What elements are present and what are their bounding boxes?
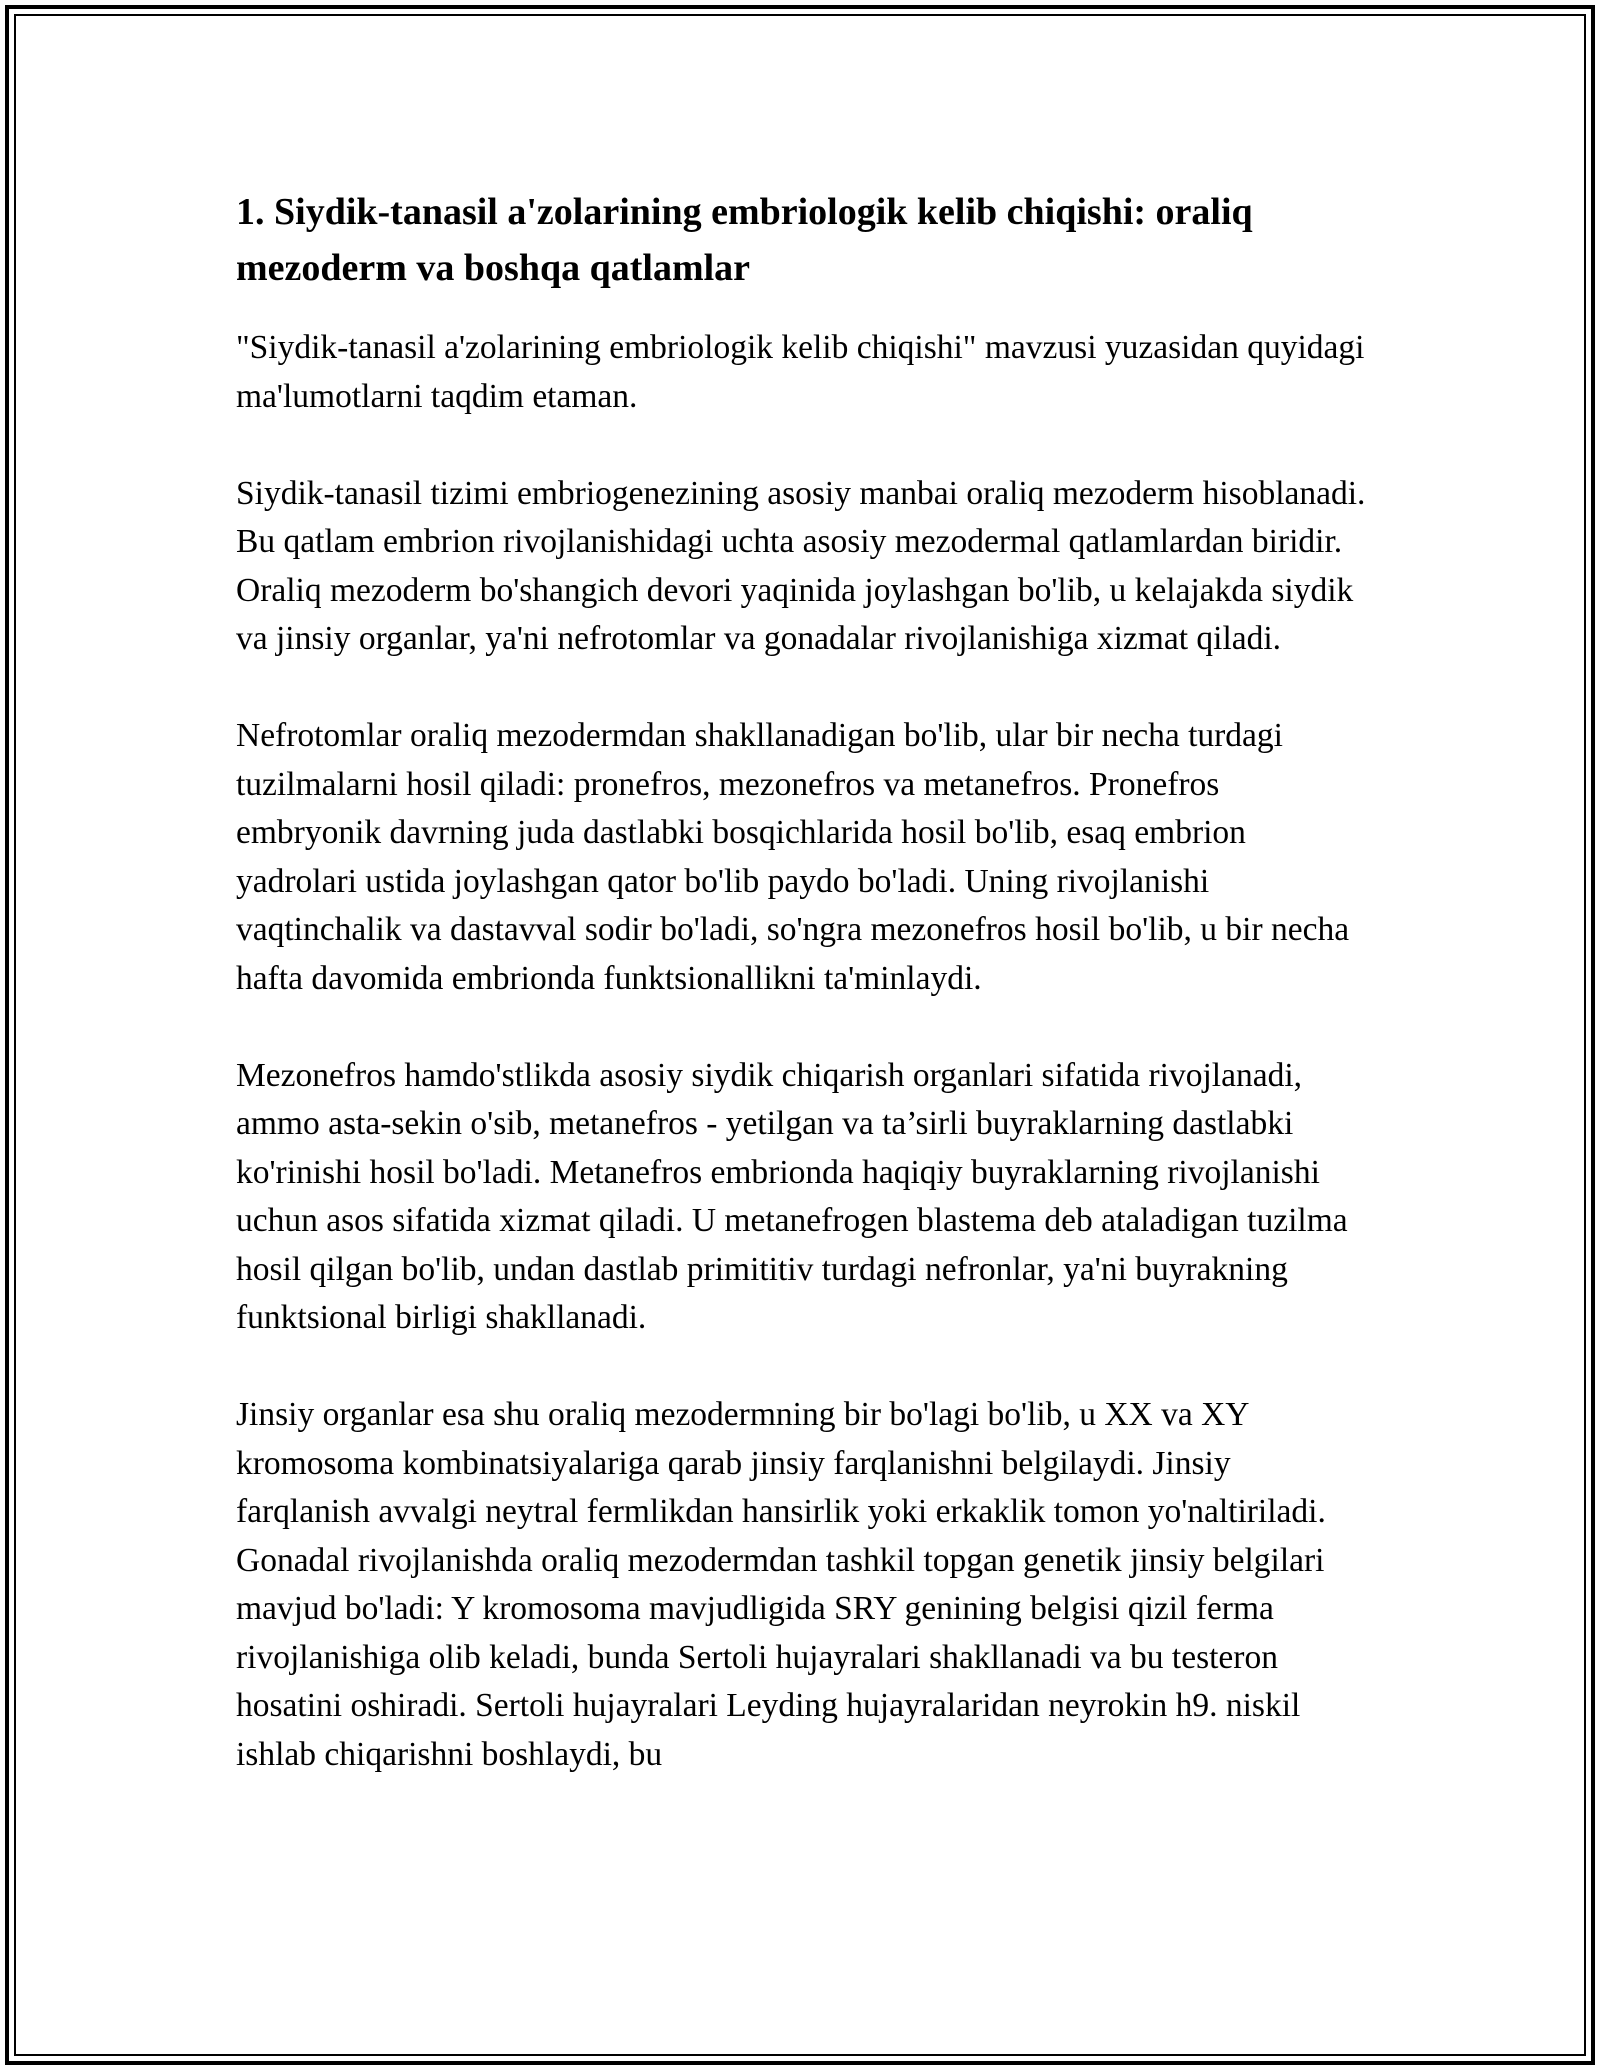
- paragraph-nephrotomes: Nefrotomlar oraliq mezodermdan shakllanadigan bo'lib, ular bir necha turdagi tuzilmalarni hosil qiladi: pronefros, mezonefros va metanefros. Pronefros embryonik davrning juda dastlabki bosqichlarida hosil bo'lib, esaq embrion yadrolari ustida joylashgan qator bo'lib paydo bo'ladi. Uning rivojlanishi vaqtinchalik va dastavval sodir bo'ladi, so'ngra mezonefros hosil bo'lib, u bir necha hafta davomida embrionda funktsionallikni ta'minlaydi.: [236, 717, 1350, 997]
- paragraph-intro: "Siydik-tanasil a'zolarining embriologik kelib chiqishi" mavzusi yuzasidan quyidagi ma'lumotlarni taqdim etaman.: [236, 329, 1365, 415]
- paragraph-mesonephros: Mezonefros hamdo'stlikda asosiy siydik chiqarish organlari sifatida rivojlanadi, ammo asta-sekin o'sib, metanefros - yetilgan va ta’sirli buyraklarning dastlabki ko'rinishi hosil bo'ladi. Metanefros embrionda haqiqiy buyraklarning rivojlanishi uchun asos sifatida xizmat qiladi. U metanefrogen blastema deb ataladigan tuzilma hosil qilgan bo'lib, undan dastlab primititiv turdagi nefronlar, ya'ni buyrakning funktsional birligi shakllanadi.: [236, 1056, 1348, 1336]
- document-body: [236, 184, 1366, 1779]
- section-heading: 1. Siydik-tanasil a'zolarining embriologik kelib chiqishi: oraliq mezoderm va boshqa qatlamlar: [236, 191, 1253, 289]
- paragraph-genital-organs: Jinsiy organlar esa shu oraliq mezodermning bir bo'lagi bo'lib, u XX va XY kromosoma kombinatsiyalariga qarab jinsiy farqlanishni belgilaydi. Jinsiy farqlanish avvalgi neytral fermlikdan hansirlik yoki erkaklik tomon yo'naltiriladi. Gonadal rivojlanishda oraliq mezodermdan tashkil topgan genetik jinsiy belgilari mavjud bo'ladi: Y kromosoma mavjudligida SRY genining belgisi qizil ferma rivojlanishiga olib keladi, bunda Sertoli hujayralari shakllanadi va bu testeron hosatini oshiradi. Sertoli hujayralari Leyding hujayralaridan neyrokin h9. niskil ishlab chiqarishni boshlaydi, bu: [236, 1396, 1326, 1773]
- paragraph-intermediate-mesoderm: Siydik-tanasil tizimi embriogenezining asosiy manbai oraliq mezoderm hisoblanadi. Bu qatlam embrion rivojlanishidagi uchta asosiy mezodermal qatlamlardan biridir. Oraliq mezoderm bo'shangich devori yaqinida joylashgan bo'lib, u kelajakda siydik va jinsiy organlar, ya'ni nefrotomlar va gonadalar rivojlanishiga xizmat qiladi.: [236, 474, 1366, 657]
